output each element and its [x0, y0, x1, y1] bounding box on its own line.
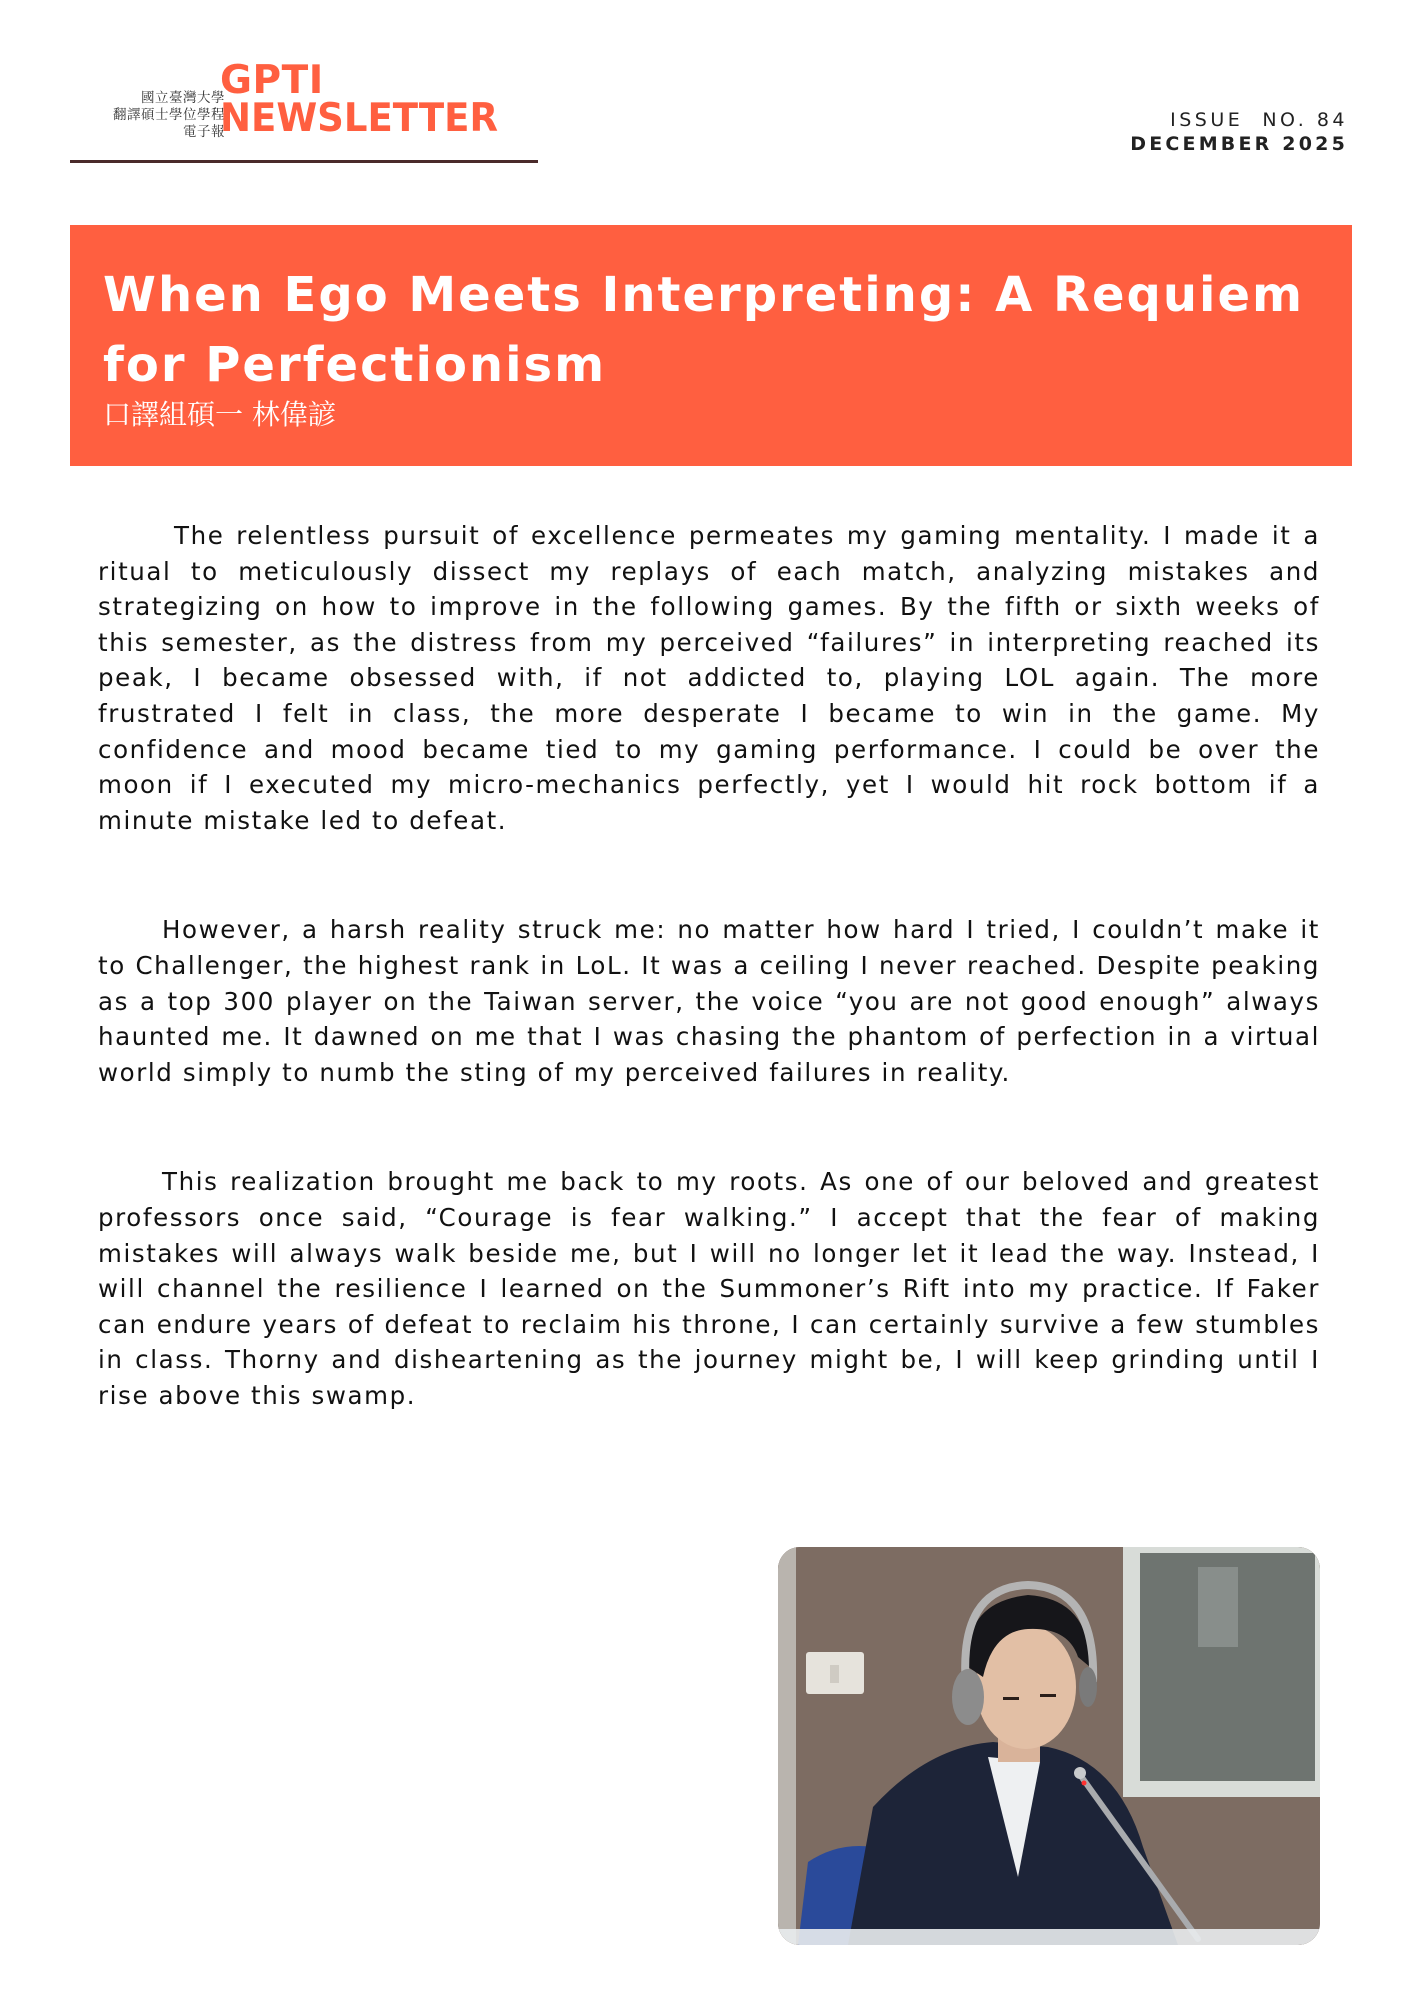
photo-illustration — [778, 1547, 1320, 1945]
brand-newsletter: NEWSLETTER — [220, 96, 499, 141]
issue-date: DECEMBER 2025 — [1130, 133, 1348, 155]
article-body — [98, 518, 1320, 1413]
headphone-right-cup — [1079, 1667, 1097, 1707]
microphone-led — [1082, 1781, 1087, 1786]
glass-edge — [778, 1547, 796, 1945]
switch-toggle — [830, 1665, 839, 1683]
brand-gpti: GPTI — [220, 58, 324, 103]
microphone-head — [1074, 1767, 1086, 1779]
university-name — [113, 90, 225, 141]
window-reflection — [1198, 1567, 1238, 1647]
newsletter-logo — [220, 58, 513, 141]
issue-number: ISSUE NO. 84 — [1170, 109, 1348, 131]
article-title: When Ego Meets Interpreting: A Requiem for Perfectionism — [103, 267, 1305, 393]
eye-right — [1040, 1694, 1056, 1697]
article-photo — [778, 1547, 1320, 1945]
article-paragraph: However, a harsh reality struck me: no matter how hard I tried, I couldn’t make it to Challenger, the highest rank in LoL. It was a ceiling I never reached. Despite peaking as a top 300 player on the Taiwan server, the voice “you are not good enough” always haunted me. It dawned on me that I was chasing the phantom of perfection in a virtual world simply to numb the sting of my perceived failures in reality. — [98, 915, 1320, 1087]
masthead — [70, 58, 540, 166]
masthead-divider — [70, 160, 538, 163]
article-author: 口譯組碩一 林偉諺 — [103, 398, 336, 431]
university-line: 電子報 — [183, 124, 225, 140]
desk — [778, 1929, 1320, 1945]
article-paragraph: This realization brought me back to my roots. As one of our beloved and greatest professors once said, “Courage is fear walking.” I accept that the fear of making mistakes will always walk beside me, but I will no longer let it lead the way. Instead, I will channel the resilience I learned on the Summoner’s Rift into my practice. If Faker can endure years of defeat to reclaim his throne, I can certainly survive a few stumbles in class. Thorny and disheartening as the journey might be, I will keep grinding until I rise above this swamp. — [98, 1167, 1320, 1410]
university-line: 國立臺灣大學 — [141, 90, 225, 106]
university-line: 翻譯碩士學位學程 — [113, 107, 225, 123]
headphone-left-cup — [952, 1669, 984, 1725]
article-paragraph: The relentless pursuit of excellence permeates my gaming mentality. I made it a ritual to meticulously dissect my replays of each match, analyzing mistakes and strategizing on how to improve in the following games. By the fifth or sixth weeks of this semester, as the distress from my perceived “failures” in interpreting reached its peak, I became obsessed with, if not addicted to, playing LOL again. The more frustrated I felt in class, the more desperate I became to win in the game. My confidence and mood became tied to my gaming performance. I could be over the moon if I executed my micro-mechanics perfectly, yet I would hit rock bottom if a minute mistake led to defeat. — [98, 521, 1320, 835]
issue-info — [1130, 108, 1348, 156]
article-title-banner — [70, 225, 1352, 466]
eye-left — [1003, 1697, 1019, 1700]
